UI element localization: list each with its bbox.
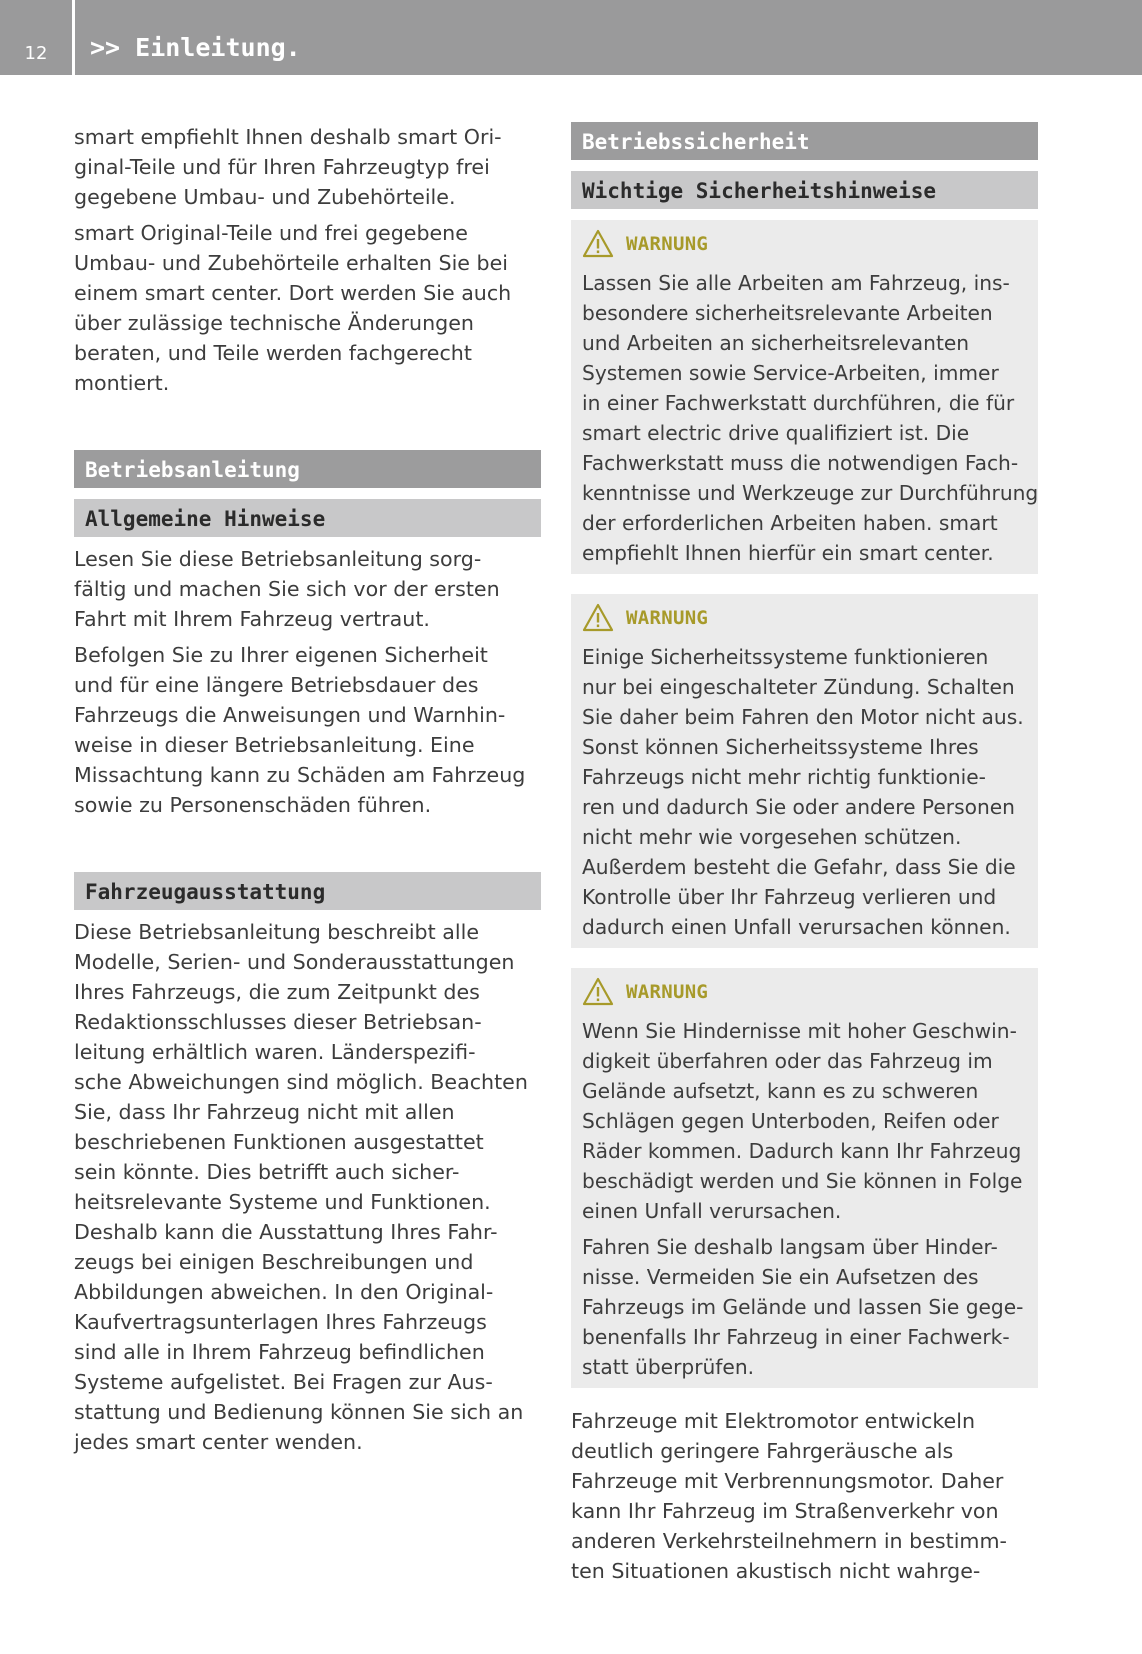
chapter-title: >> Einleitung. [90,33,301,62]
paragraph: Lesen Sie diese Betriebsanleitung sorg- fältig und machen Sie sich vor der ersten Fahrt mit Ihrem Fahrzeug vertraut. [74,547,500,631]
warning-header [582,972,1027,1012]
warning-header [582,224,1027,264]
closing-paragraph: Fahrzeuge mit Elektromotor entwickeln deutlich geringere Fahrgeräusche als Fahrzeuge mit Verbrennungsmotor. Daher kann Ihr Fahrzeug im Straßenverkehr von anderen Verkehrsteilnehmern in bestimm- ten Situationen akustisch nicht wahrge- [571,1409,1007,1583]
warning-label: WARNUNG [626,981,709,1003]
warning-text: Wenn Sie Hindernisse mit hoher Geschwin- digkeit überfahren oder das Fahrzeug im Gelände aufsetzt, kann es zu schweren Schlägen gegen Unterboden, Reifen oder Räder kommen. Dadurch kann Ihr Fahrzeug beschädigt werden und Sie können in Folge einen Unfall verursachen. [582,1019,1023,1223]
paragraph: smart Original-Teile und frei gegebene Umbau- und Zubehörteile erhalten Sie bei einem smart center. Dort werden Sie auch über zulässige technische Änderungen beraten, und Teile werden fachgerecht montiert. [74,221,512,395]
warning-label: WARNUNG [626,233,709,255]
warning-header [582,598,1027,638]
page-number: 12 [24,43,48,64]
header-divider [72,0,75,75]
subsection-heading-sicherheitshinweise: Wichtige Sicherheitshinweise [571,171,1038,209]
warning-box [571,968,1038,1388]
section-heading-betriebssicherheit: Betriebssicherheit [571,122,1038,160]
subsection-heading-allgemeine-hinweise: Allgemeine Hinweise [74,499,541,537]
paragraph: smart empfiehlt Ihnen deshalb smart Ori- ginal-Teile und für Ihren Fahrzeugtyp frei gegebene Umbau- und Zubehörteile. [74,125,502,209]
paragraph: Befolgen Sie zu Ihrer eigenen Sicherheit und für eine längere Betriebsdauer des Fahrzeugs die Anweisungen und Warnhin- weise in dieser Betriebsanleitung. Eine Missachtung kann zu Schäden am Fahrzeug sowie zu Personenschäden führen. [74,643,526,817]
warning-text: Lassen Sie alle Arbeiten am Fahrzeug, ins- besondere sicherheitsrelevante Arbeiten und Arbeiten an sicherheitsrelevanten Systemen sowie Service-Arbeiten, immer in einer Fachwerkstatt durchführen, die für smart electric drive qualifiziert ist. Die Fachwerkstatt muss die notwendigen Fach- kenntnisse und Werkzeuge zur Durchführung der erforderlichen Arbeiten haben. smart empfiehlt Ihnen hierfür ein smart center. [582,271,1039,565]
page-header [0,0,1142,75]
subsection-heading-fahrzeugausstattung: Fahrzeugausstattung [74,872,541,910]
section-heading-betriebsanleitung: Betriebsanleitung [74,450,541,488]
warning-triangle-icon [582,603,614,633]
warning-label: WARNUNG [626,607,709,629]
warning-box [571,594,1038,948]
right-column [571,122,1038,1592]
fahrzeugausstattung-text [74,917,541,1457]
allgemeine-hinweise-text [74,544,541,820]
warning-box [571,220,1038,574]
warning-triangle-icon [582,977,614,1007]
paragraph: Diese Betriebsanleitung beschreibt alle Modelle, Serien- und Sonderausstattungen Ihres Fahrzeugs, die zum Zeitpunkt des Redaktionsschlusses dieser Betriebsan- leitung erhältlich waren. Länderspezifi- sche Abweichungen sind möglich. Beachten Sie, dass Ihr Fahrzeug nicht mit allen beschriebenen Funktionen ausgestattet sein könnte. Dies betrifft auch sicher- heitsrelevante Systeme und Funktionen. Deshalb kann die Ausstattung Ihres Fahr- zeugs bei einigen Beschreibungen und Abbildungen abweichen. In den Original- Kaufvertragsunterlagen Ihres Fahrzeugs sind alle in Ihrem Fahrzeug befindlichen Systeme aufgelistet. Bei Fragen zur Aus- stattung und Bedienung können Sie sich an jedes smart center wenden. [74,920,528,1454]
warning-triangle-icon [582,229,614,259]
intro-text [74,122,541,398]
warning-text: Fahren Sie deshalb langsam über Hinder- nisse. Vermeiden Sie ein Aufsetzen des Fahrzeugs im Gelände und lassen Sie gege- benenfalls Ihr Fahrzeug in einer Fachwerk- statt überprüfen. [582,1235,1024,1379]
warning-text: Einige Sicherheitssysteme funktionieren nur bei eingeschalteter Zündung. Schalten Sie daher beim Fahren den Motor nicht aus. Sonst können Sicherheitssysteme Ihres Fahrzeugs nicht mehr richtig funktionie- ren und dadurch Sie oder andere Personen nicht mehr wie vorgesehen schützen. Außerdem besteht die Gefahr, dass Sie die Kontrolle über Ihr Fahrzeug verlieren und dadurch einen Unfall verursachen können. [582,645,1024,939]
left-column [74,122,541,1463]
